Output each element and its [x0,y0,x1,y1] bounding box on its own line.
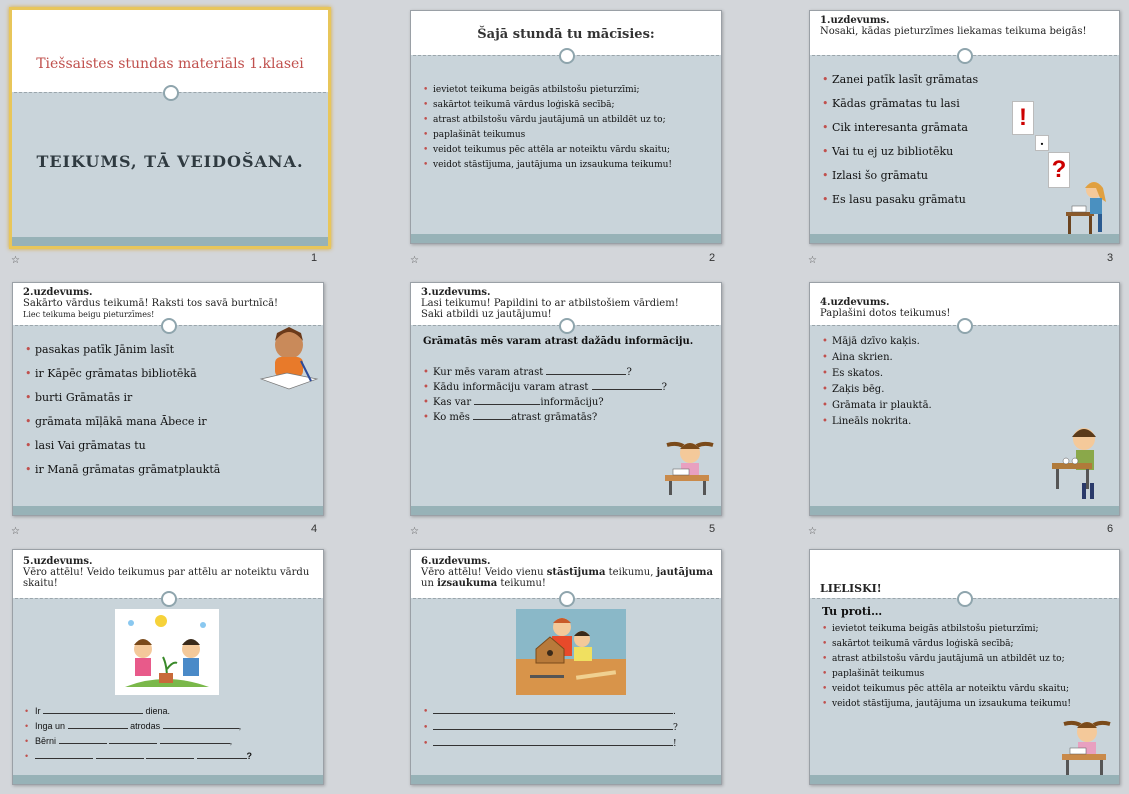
slide-thumbnail-4[interactable] [12,282,324,516]
children-woodwork-picture [516,609,626,695]
slide-number: 3 [1107,252,1114,264]
list-item: • veidot stāstījuma, jautājuma un izsaukuma teikumu! [423,158,672,173]
list-item: • Aina skrien. [822,350,932,366]
list-item: • atrast atbilstošu vārdu jautājumā un atbildēt uz to; [423,113,672,128]
slide-thumbnail-5[interactable] [410,282,722,516]
task-header [820,297,1113,319]
list-item: • lasi Vai grāmatas tu [25,434,220,458]
task-heading: 2.uzdevums. [23,287,93,298]
list-item: • Cik interesanta grāmata [822,116,978,140]
slide-number: 4 [311,523,318,535]
list-item: • Ko mēs atrast grāmatās? [423,410,667,425]
slide-number: 5 [709,523,716,535]
task-header [23,556,317,589]
slide-title: LIELISKI! [820,582,882,595]
slide-title: Šajā stundā tu mācīsies: [477,27,655,42]
write-sentences-list [423,704,678,752]
list-item: • burti Grāmatās ir [25,386,220,410]
list-item: • Kādas grāmatas tu lasi [822,92,978,116]
slide-thumbnail-6[interactable] [809,282,1120,516]
list-item: • veidot teikumus pēc attēla ar noteiktu vārdu skaitu; [423,143,672,158]
learning-goals-list [423,83,672,173]
list-item: • Mājā dzīvo kaķis. [822,334,932,350]
transition-star-icon: ☆ [808,526,817,537]
task-instruction: Nosaki, kādas pieturzīmes liekamas teikuma beigās! [820,26,1087,37]
slide-thumbnail-9[interactable] [809,549,1120,785]
slide-title: Tiešsaistes stundas materiāls 1.klasei [36,56,304,72]
fill-in-list [423,365,667,425]
list-item: • atrast atbilstošu vārdu jautājumā un atbildēt uz to; [822,652,1071,667]
list-item: • ! [423,736,678,752]
transition-star-icon: ☆ [11,255,20,266]
slide-subtitle: TEIKUMS, TĀ VEIDOŠANA. [36,152,304,171]
list-item: • Vai tu ej uz bibliotēku [822,140,978,164]
lead-sentence: Grāmatās mēs varam atrast dažādu informāciju. [423,336,694,347]
slide-divider-knob [161,591,177,607]
slide-number: 6 [1107,523,1114,535]
task-note: Liec teikuma beigu pieturzīmes! [23,310,155,319]
list-item: • veidot stāstījuma, jautājuma un izsaukuma teikumu! [822,697,1071,712]
task-instruction: Vēro attēlu! Veido vienu stāstījuma teikumu, jautājuma un izsaukuma teikumu! [421,567,713,589]
task-heading: 6.uzdevums. [421,556,491,567]
task-instruction: Vēro attēlu! Veido teikumus par attēlu ar noteiktu vārdu skaitu! [23,567,310,589]
task-header [820,15,1113,37]
scrambled-sentence-list [25,338,220,482]
slide-number: 1 [311,252,318,264]
list-item: • Izlasi šo grāmatu [822,164,978,188]
sentence-list [822,68,978,212]
girl-at-desk-illustration [1062,176,1110,236]
slide-divider-knob [957,318,973,334]
slide-divider-knob [163,85,179,101]
slide-divider-knob [559,318,575,334]
task-header [421,556,715,589]
list-item: • Bērni , [25,734,252,749]
slide-thumbnail-8[interactable] [410,549,722,785]
slide-thumbnail-7[interactable] [12,549,324,785]
slide-thumbnail-2[interactable] [410,10,722,244]
slide-thumbnail-3[interactable] [809,10,1120,244]
slide-divider-knob [161,318,177,334]
list-item: • Kas var informāciju? [423,395,667,410]
list-item: • Grāmata ir plauktā. [822,398,932,414]
list-item: • Ir diena. [25,704,252,719]
list-item: • ir Manā grāmatas grāmatplauktā [25,458,220,482]
slide-divider-knob [957,591,973,607]
period-mark-card: . [1035,135,1049,151]
sentence-list [822,334,932,430]
list-item: • Inga un atrodas , [25,719,252,734]
list-item: • Kādu informāciju varam atrast ? [423,380,667,395]
transition-star-icon: ☆ [11,526,20,537]
achievements-list [822,622,1071,712]
boy-at-desk-illustration [1048,423,1110,507]
task-instruction: Sakārto vārdus teikumā! Raksti tos savā burtnīcā! [23,298,279,309]
task-instruction: Paplašini dotos teikumus! [820,308,951,319]
transition-star-icon: ☆ [808,255,817,266]
list-item: • pasakas patīk Jānim lasīt [25,338,220,362]
exclamation-mark-card: ! [1012,101,1034,135]
list-item: • ? [423,720,678,736]
list-item: • ? [25,749,252,764]
boy-writing-illustration [257,321,319,393]
slide-thumbnail-1[interactable] [9,7,331,249]
slide-divider-knob [559,48,575,64]
task-heading: 1.uzdevums. [820,15,890,26]
task-heading: 5.uzdevums. [23,556,93,567]
list-item: • sakārtot teikumā vārdus loģiskā secībā; [822,637,1071,652]
list-item: • Kur mēs varam atrast ? [423,365,667,380]
list-item: • Lineāls nokrita. [822,414,932,430]
slide-divider-knob [559,591,575,607]
girl-reading-illustration [659,435,721,497]
slide-number: 2 [709,252,716,264]
list-item: • ievietot teikuma beigās atbilstošu pieturzīmi; [423,83,672,98]
task-header [421,287,681,320]
list-item: • paplašināt teikumus [423,128,672,143]
list-item: • . [423,704,678,720]
list-item: • Zanei patīk lasīt grāmatas [822,68,978,92]
list-item: • paplašināt teikumus [822,667,1071,682]
task-header [23,287,317,320]
task-instruction: Lasi teikumu! Papildini to ar atbilstošiem vārdiem! Saki atbildi uz jautājumu! [421,298,679,320]
question-mark-card: ? [1048,152,1070,188]
list-item: • sakārtot teikumā vārdus loģiskā secībā; [423,98,672,113]
task-heading: 4.uzdevums. [820,297,890,308]
children-gardening-picture [115,609,219,695]
transition-star-icon: ☆ [410,255,419,266]
list-item: • grāmata mīļākā mana Ābece ir [25,410,220,434]
lead-text: Tu proti… [822,605,883,618]
list-item: • Es lasu pasaku grāmatu [822,188,978,212]
girl-reading-illustration [1056,714,1118,784]
list-item: • Zaķis bēg. [822,382,932,398]
list-item: • veidot teikumus pēc attēla ar noteiktu vārdu skaitu; [822,682,1071,697]
list-item: • Es skatos. [822,366,932,382]
task-heading: 3.uzdevums. [421,287,491,298]
list-item: • ir Kāpēc grāmatas bibliotēkā [25,362,220,386]
fill-in-list [25,704,252,764]
list-item: • ievietot teikuma beigās atbilstošu pieturzīmi; [822,622,1071,637]
transition-star-icon: ☆ [410,526,419,537]
slide-divider-knob [957,48,973,64]
